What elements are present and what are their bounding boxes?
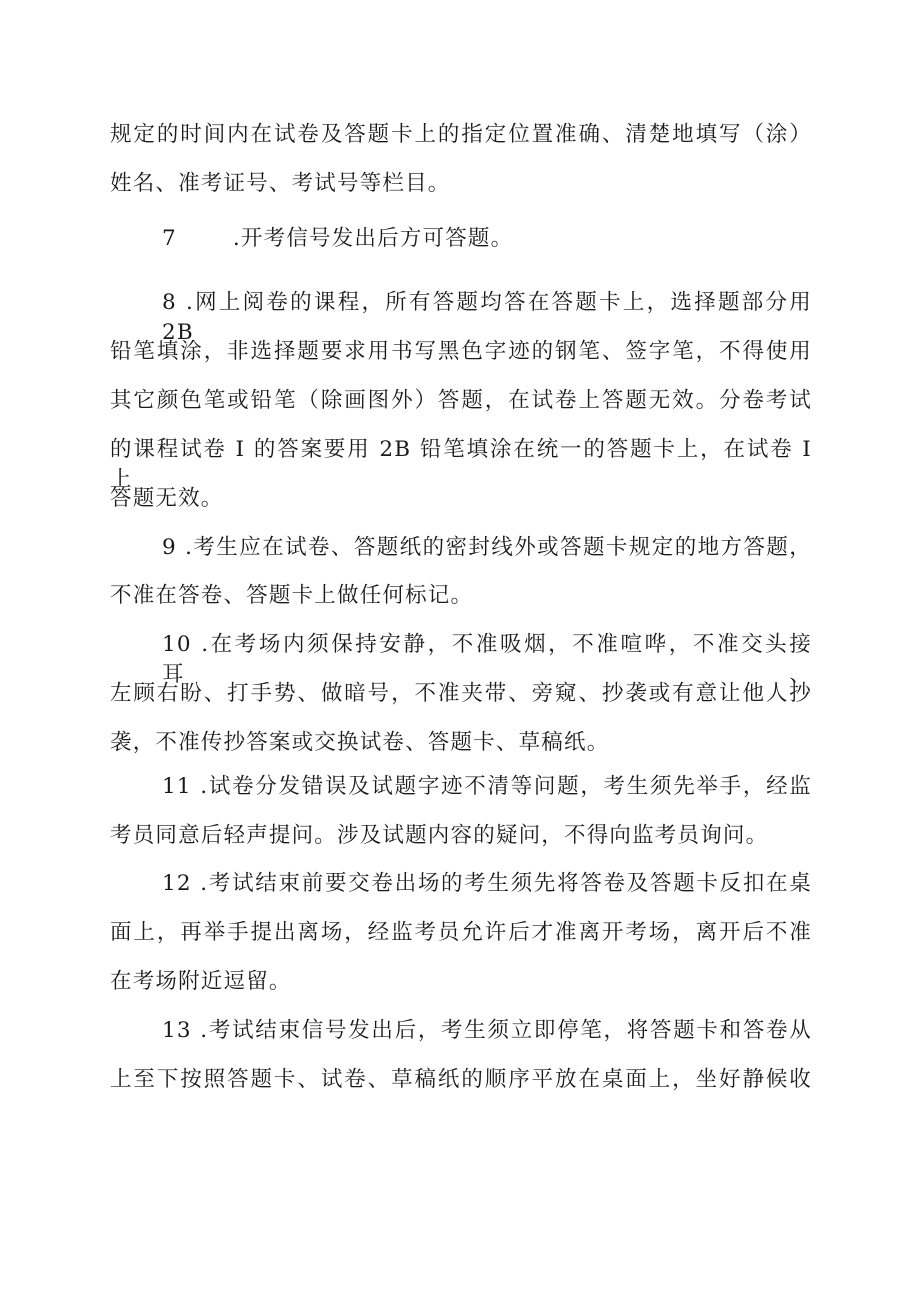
- text-line: 规定的时间内在试卷及答题卡上的指定位置准确、清楚地填写（涂）: [110, 122, 812, 147]
- text-line: 铅笔填涂，非选择题要求用书写黑色字迹的钢笔、签字笔，不得使用: [110, 339, 812, 364]
- text-line: 9 .考生应在试卷、答题纸的密封线外或答题卡规定的地方答题，: [162, 535, 812, 560]
- text-line: 不准在答卷、答题卡上做任何标记。: [110, 583, 474, 608]
- text-line: 13 .考试结束信号发出后，考生须立即停笔，将答题卡和答卷从: [162, 1018, 812, 1043]
- text-line: 袭，不准传抄答案或交换试卷、答题卡、草稿纸。: [110, 730, 610, 755]
- text-line: 考员同意后轻声提问。涉及试题内容的疑问，不得向监考员询问。: [110, 823, 769, 848]
- text-line: 姓名、准考证号、考试号等栏目。: [110, 171, 451, 196]
- text-line: 12 .考试结束前要交卷出场的考生须先将答卷及答题卡反扣在桌: [162, 871, 812, 896]
- text-line: 答题无效。: [110, 486, 224, 511]
- text-line: 左顾右盼、打手势、做暗号，不准夹带、旁窥、抄袭或有意让他人抄: [110, 681, 812, 706]
- text-line: 上至下按照答题卡、试卷、草稿纸的顺序平放在桌面上，坐好静候收: [110, 1067, 812, 1092]
- text-line: 10 .在考场内须保持安静，不准吸烟，不准喧哗，不准交头接耳、: [162, 632, 812, 687]
- text-line: 的课程试卷 I 的答案要用 2B 铅笔填涂在统一的答题卡上，在试卷 I 上: [110, 437, 812, 492]
- item-text: .开考信号发出后方可答题。: [232, 226, 514, 251]
- text-line: 其它颜色笔或铅笔（除画图外）答题，在试卷上答题无效。分卷考试: [110, 388, 812, 413]
- item-7: [162, 224, 872, 254]
- text-line: 8 .网上阅卷的课程，所有答题均答在答题卡上，选择题部分用 2B: [162, 290, 812, 345]
- text-line: 在考场附近逗留。: [110, 969, 292, 994]
- text-line: 面上，再举手提出离场，经监考员允许后才准离开考场，离开后不准: [110, 920, 812, 945]
- text-line: 11 .试卷分发错误及试题字迹不清等问题，考生须先举手，经监: [162, 774, 812, 799]
- item-number: 7: [162, 226, 177, 251]
